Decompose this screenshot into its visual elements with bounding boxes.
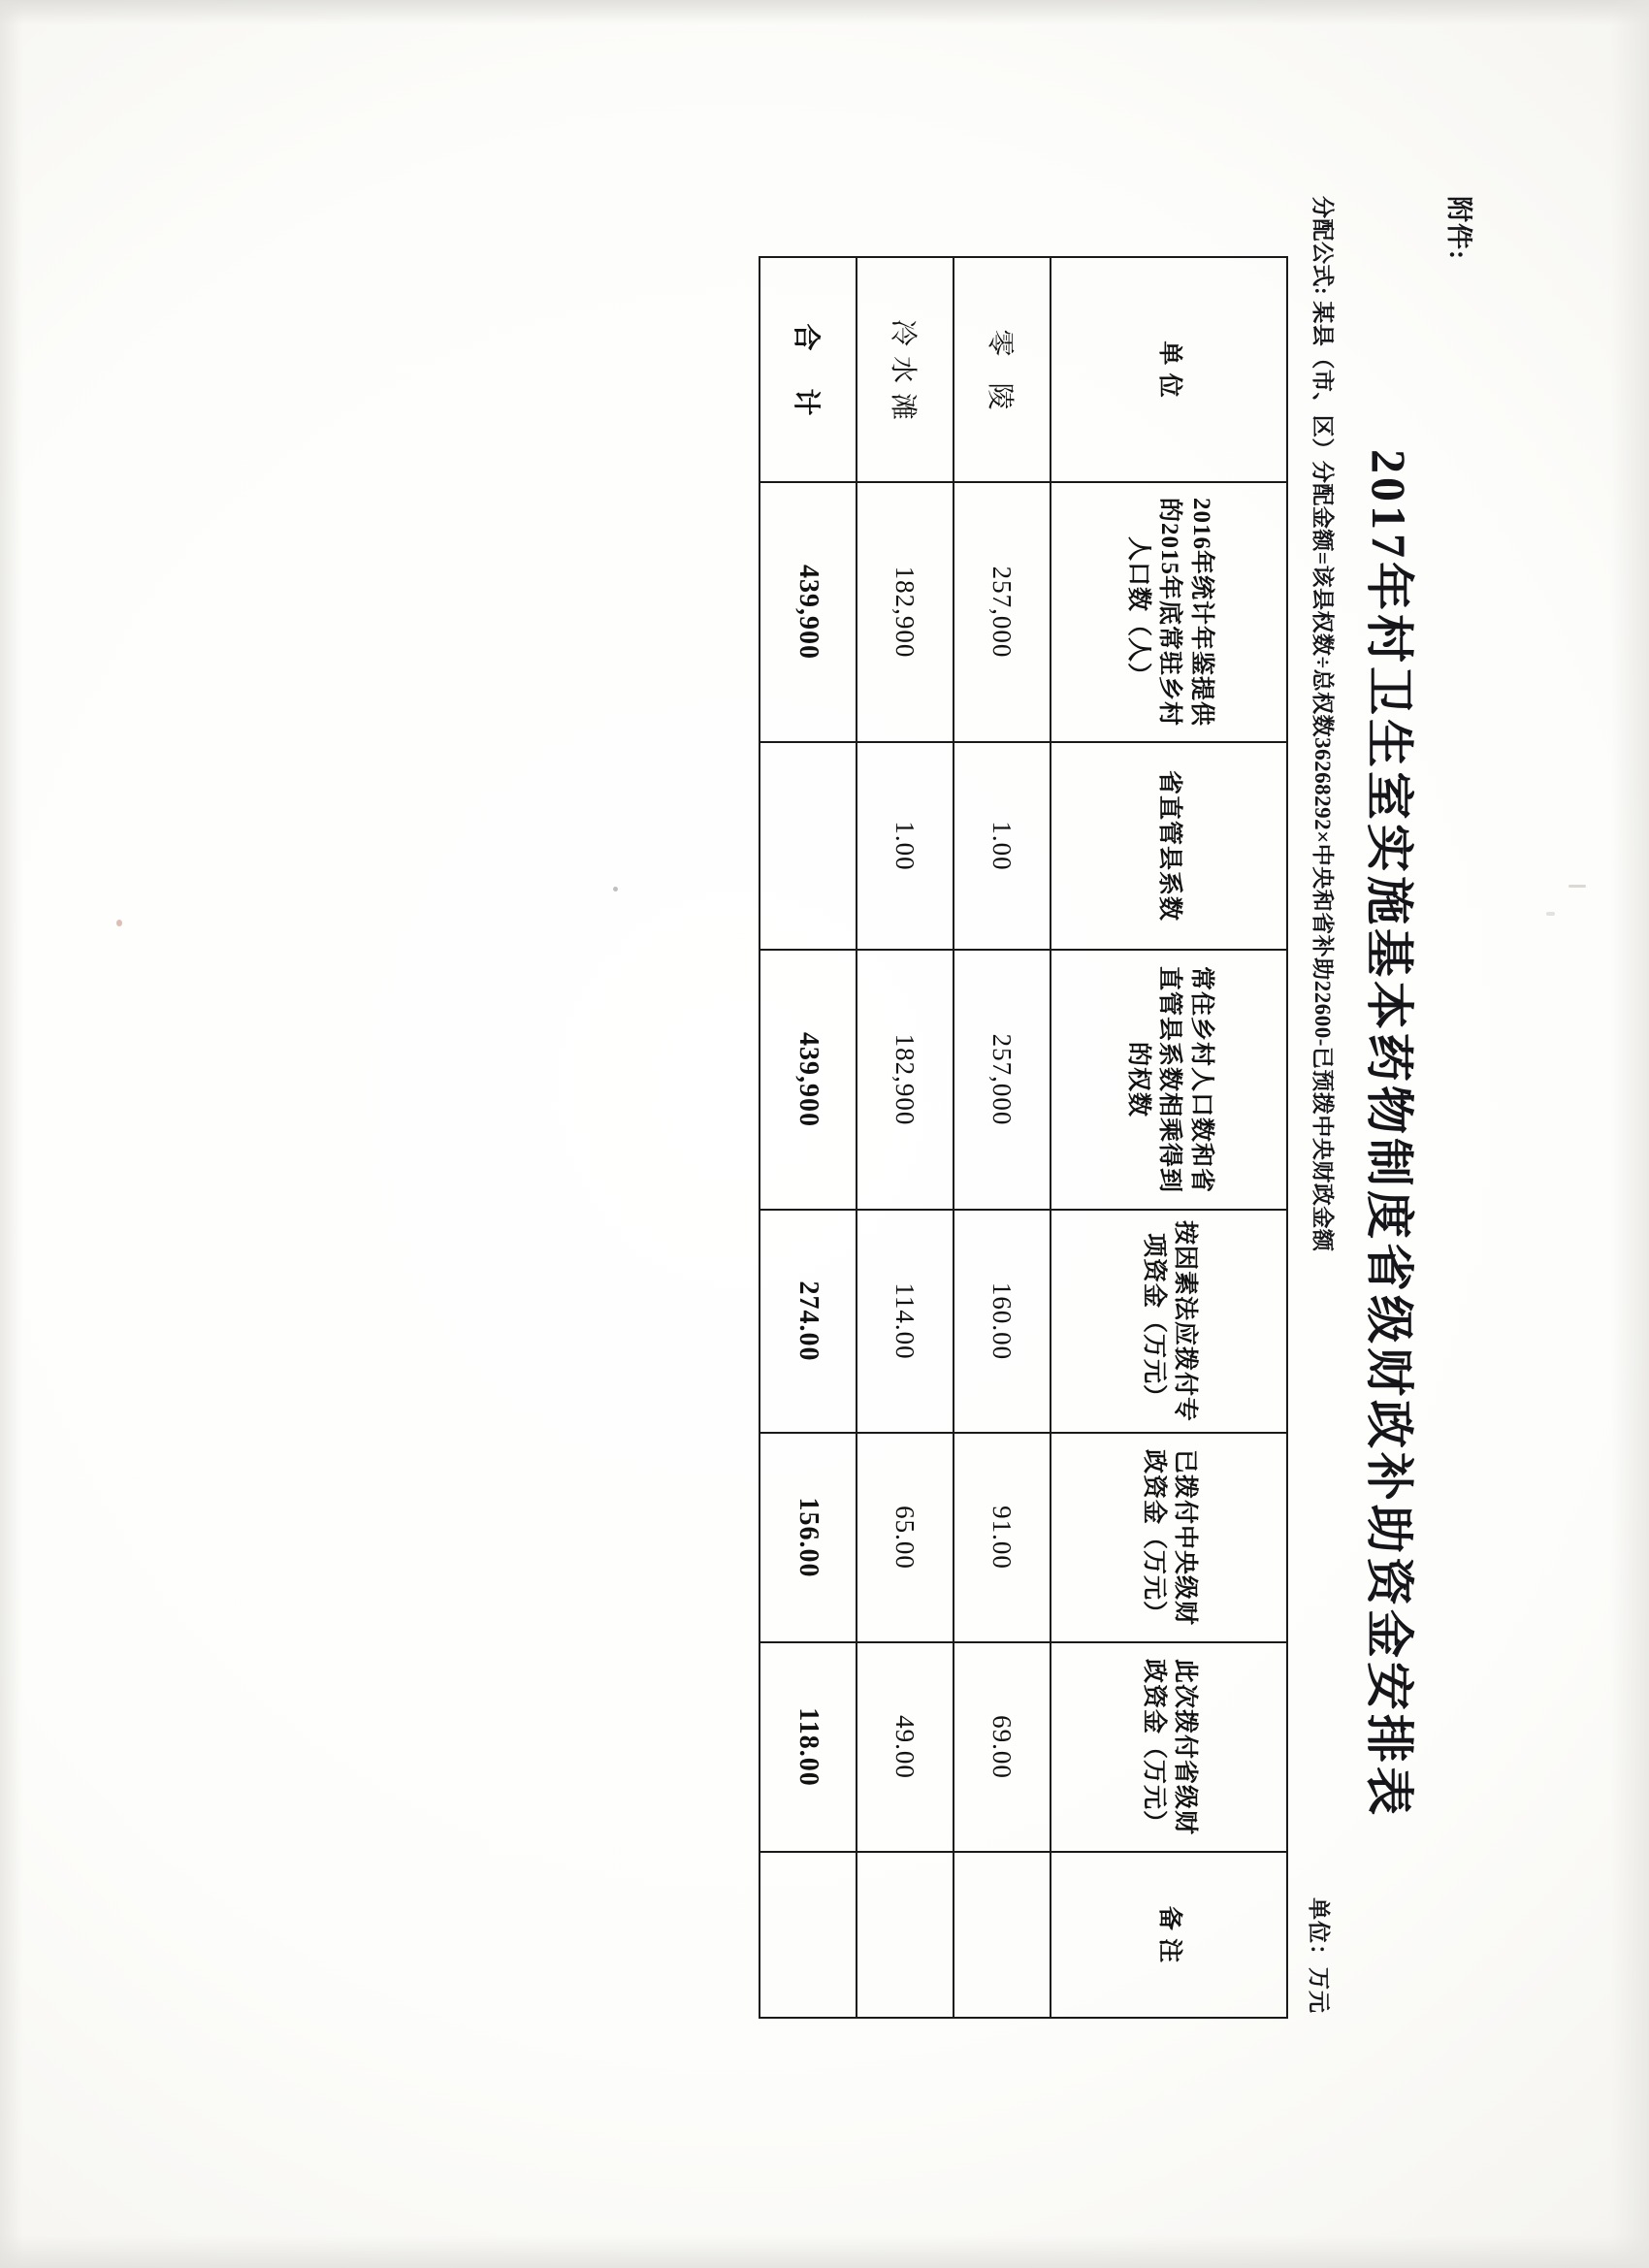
scan-speck [1568,885,1586,888]
page-edge-shadow-bottom [0,2235,1649,2268]
cell-provincial-pay-total: 118.00 [760,1642,857,1852]
column-header-population: 2016年统计年鉴提供的2015年底常驻乡村人口数（人） [1051,482,1287,742]
cell-weight-total: 439,900 [760,950,857,1210]
cell-weight: 182,900 [857,950,954,1210]
cell-central-paid: 91.00 [954,1433,1051,1642]
cell-remark [954,1852,1051,2018]
page-edge-shadow-right [1610,0,1649,2268]
document-body [136,140,1513,2128]
cell-central-paid-total: 156.00 [760,1433,857,1642]
cell-population-total: 439,900 [760,482,857,742]
column-header-central-paid: 已拨付中央级财政资金（万元） [1051,1433,1287,1642]
table-header-row [1051,257,1287,2018]
cell-unit-total: 合 计 [760,257,857,482]
column-header-remark: 备 注 [1051,1852,1287,2018]
cell-weight: 257,000 [954,950,1051,1210]
unit-note: 单位：万元 [1307,1897,1331,2014]
cell-allocated: 160.00 [954,1210,1051,1433]
cell-provincial-pay: 69.00 [954,1642,1051,1852]
table-row [954,257,1051,2018]
scan-speck [116,920,122,926]
allocation-formula-note: 分配公式: 某县（市、区）分配金额=该县权数÷总权数36268292×中央和省补助22600-已预拨中央财政金额 [1310,196,1335,1252]
rotated-document-container [136,140,1513,2128]
cell-allocated: 114.00 [857,1210,954,1433]
column-header-allocated: 按因素法应拨付专项资金（万元） [1051,1210,1287,1433]
cell-allocated-total: 274.00 [760,1210,857,1433]
table-row [857,257,954,2018]
cell-provincial-pay: 49.00 [857,1642,954,1852]
table-total-row [760,257,857,2018]
cell-central-paid: 65.00 [857,1433,954,1642]
cell-population: 257,000 [954,482,1051,742]
funding-table [759,256,1288,2019]
column-header-weight: 常住乡村人口数和省直管县系数相乘得到的权数 [1051,950,1287,1210]
column-header-unit: 单 位 [1051,257,1287,482]
cell-coefficient-total [760,742,857,950]
cell-population: 182,900 [857,482,954,742]
column-header-provincial-pay: 此次拨付省级财政资金（万元） [1051,1642,1287,1852]
column-header-coefficient: 省直管县系数 [1051,742,1287,950]
cell-remark-total [760,1852,857,2018]
page-title: 2017年村卫生室实施基本药物制度省级财政补助资金安排表 [1362,449,1416,1819]
scan-speck [1546,912,1555,916]
cell-coefficient: 1.00 [857,742,954,950]
attachment-label: 附件: [1444,196,1473,260]
cell-remark [857,1852,954,2018]
funding-table-wrapper [759,256,1288,2017]
page-edge-shadow-left [0,0,23,2268]
cell-unit: 零 陵 [954,257,1051,482]
page-edge-shadow-top [0,0,1649,25]
cell-coefficient: 1.00 [954,742,1051,950]
cell-unit: 冷水滩 [857,257,954,482]
